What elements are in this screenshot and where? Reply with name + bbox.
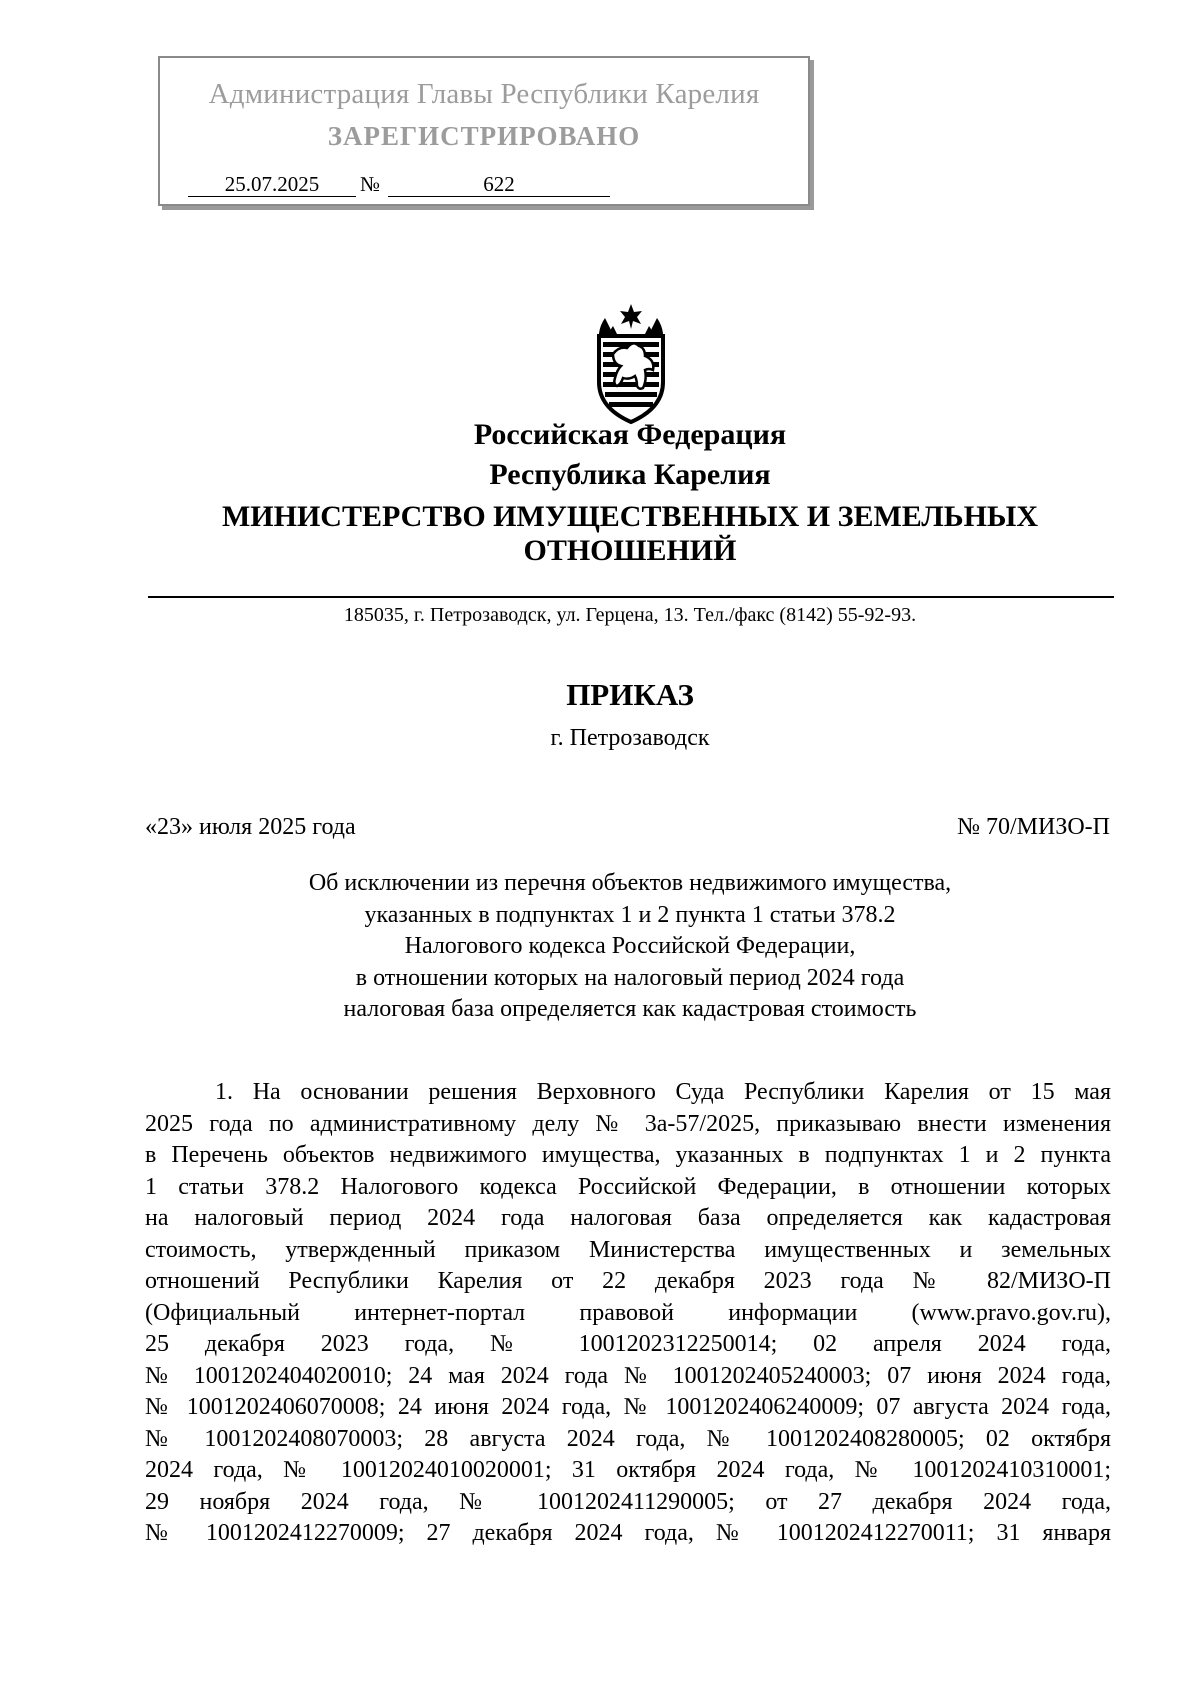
order-subject bbox=[140, 868, 1120, 1026]
stamp-date: 25.07.2025 bbox=[188, 172, 356, 197]
subject-line: Об исключении из перечня объектов недвижимого имущества, bbox=[308, 870, 952, 896]
body-line: 2025 года по административному делу № 3а-57/2025, приказываю внести изменения bbox=[145, 1110, 1111, 1137]
body-line: 1 статьи 378.2 Налогового кодекса Российской Федерации, в отношении которых bbox=[145, 1173, 1111, 1200]
stamp-organization: Администрация Главы Республики Карелия bbox=[208, 78, 760, 110]
body-line: на налоговый период 2024 года налоговая база определяется как кадастровая bbox=[145, 1205, 1111, 1231]
ministry-heading-line2: ОТНОШЕНИЙ bbox=[523, 534, 737, 567]
ministry-address: 185035, г. Петрозаводск, ул. Герцена, 13. Тел./факс (8142) 55-92-93. bbox=[343, 604, 917, 626]
karelia-coat-of-arms-icon bbox=[587, 302, 675, 426]
ministry-heading-line1: МИНИСТЕРСТВО ИМУЩЕСТВЕННЫХ И ЗЕМЕЛЬНЫХ bbox=[221, 500, 1039, 533]
body-line: № 1001202412270009; 27 декабря 2024 года, № 1001202412270011; 31 января bbox=[145, 1520, 1111, 1546]
subject-line: налоговая база определяется как кадастровая стоимость bbox=[343, 996, 917, 1022]
body-line: 1. На основании решения Верховного Суда Республики Карелия от 15 мая bbox=[215, 1079, 1111, 1105]
body-line: 29 ноября 2024 года, № 1001202411290005; от 27 декабря 2024 года, bbox=[145, 1488, 1111, 1515]
region-heading: Республика Карелия bbox=[489, 458, 771, 491]
order-city: г. Петрозаводск bbox=[550, 725, 710, 751]
stamp-number-sign: № bbox=[360, 172, 381, 196]
subject-line: указанных в подпунктах 1 и 2 пункта 1 статьи 378.2 bbox=[364, 901, 896, 928]
order-body bbox=[145, 1077, 1111, 1550]
body-line: № 1001202406070008; 24 июня 2024 года, № 1001202406240009; 07 августа 2024 года, bbox=[145, 1394, 1111, 1420]
subject-line: в отношении которых на налоговый период 2024 года bbox=[355, 964, 905, 991]
country-heading: Российская Федерация bbox=[473, 418, 787, 451]
body-line: № 1001202408070003; 28 августа 2024 года, № 1001202408280005; 02 октября bbox=[145, 1425, 1111, 1452]
order-date: «23» июля 2025 года bbox=[145, 814, 356, 840]
registration-stamp bbox=[158, 56, 810, 206]
body-line: 25 декабря 2023 года, № 1001202312250014; 02 апреля 2024 года, bbox=[145, 1331, 1111, 1357]
header-divider bbox=[148, 596, 1114, 598]
body-line: № 1001202404020010; 24 мая 2024 года № 1001202405240003; 07 июня 2024 года, bbox=[145, 1362, 1111, 1389]
subject-line: Налогового кодекса Российской Федерации, bbox=[404, 933, 856, 959]
body-line: стоимость, утвержденный приказом Министерства имущественных и земельных bbox=[145, 1236, 1111, 1263]
body-line: 2024 года, № 10012024010020001; 31 октября 2024 года, № 1001202410310001; bbox=[145, 1457, 1111, 1483]
body-line: в Перечень объектов недвижимого имущества, указанных в подпунктах 1 и 2 пункта bbox=[145, 1142, 1111, 1168]
body-line: отношений Республики Карелия от 22 декабря 2023 года № 82/МИЗО-П bbox=[145, 1268, 1111, 1294]
order-number: № 70/МИЗО-П bbox=[957, 814, 1110, 840]
order-title: ПРИКАЗ bbox=[566, 677, 694, 712]
body-line: (Официальный интернет-портал правовой информации (www.pravo.gov.ru), bbox=[145, 1299, 1111, 1326]
stamp-status: ЗАРЕГИСТРИРОВАНО bbox=[327, 121, 641, 151]
stamp-number: 622 bbox=[388, 172, 610, 197]
